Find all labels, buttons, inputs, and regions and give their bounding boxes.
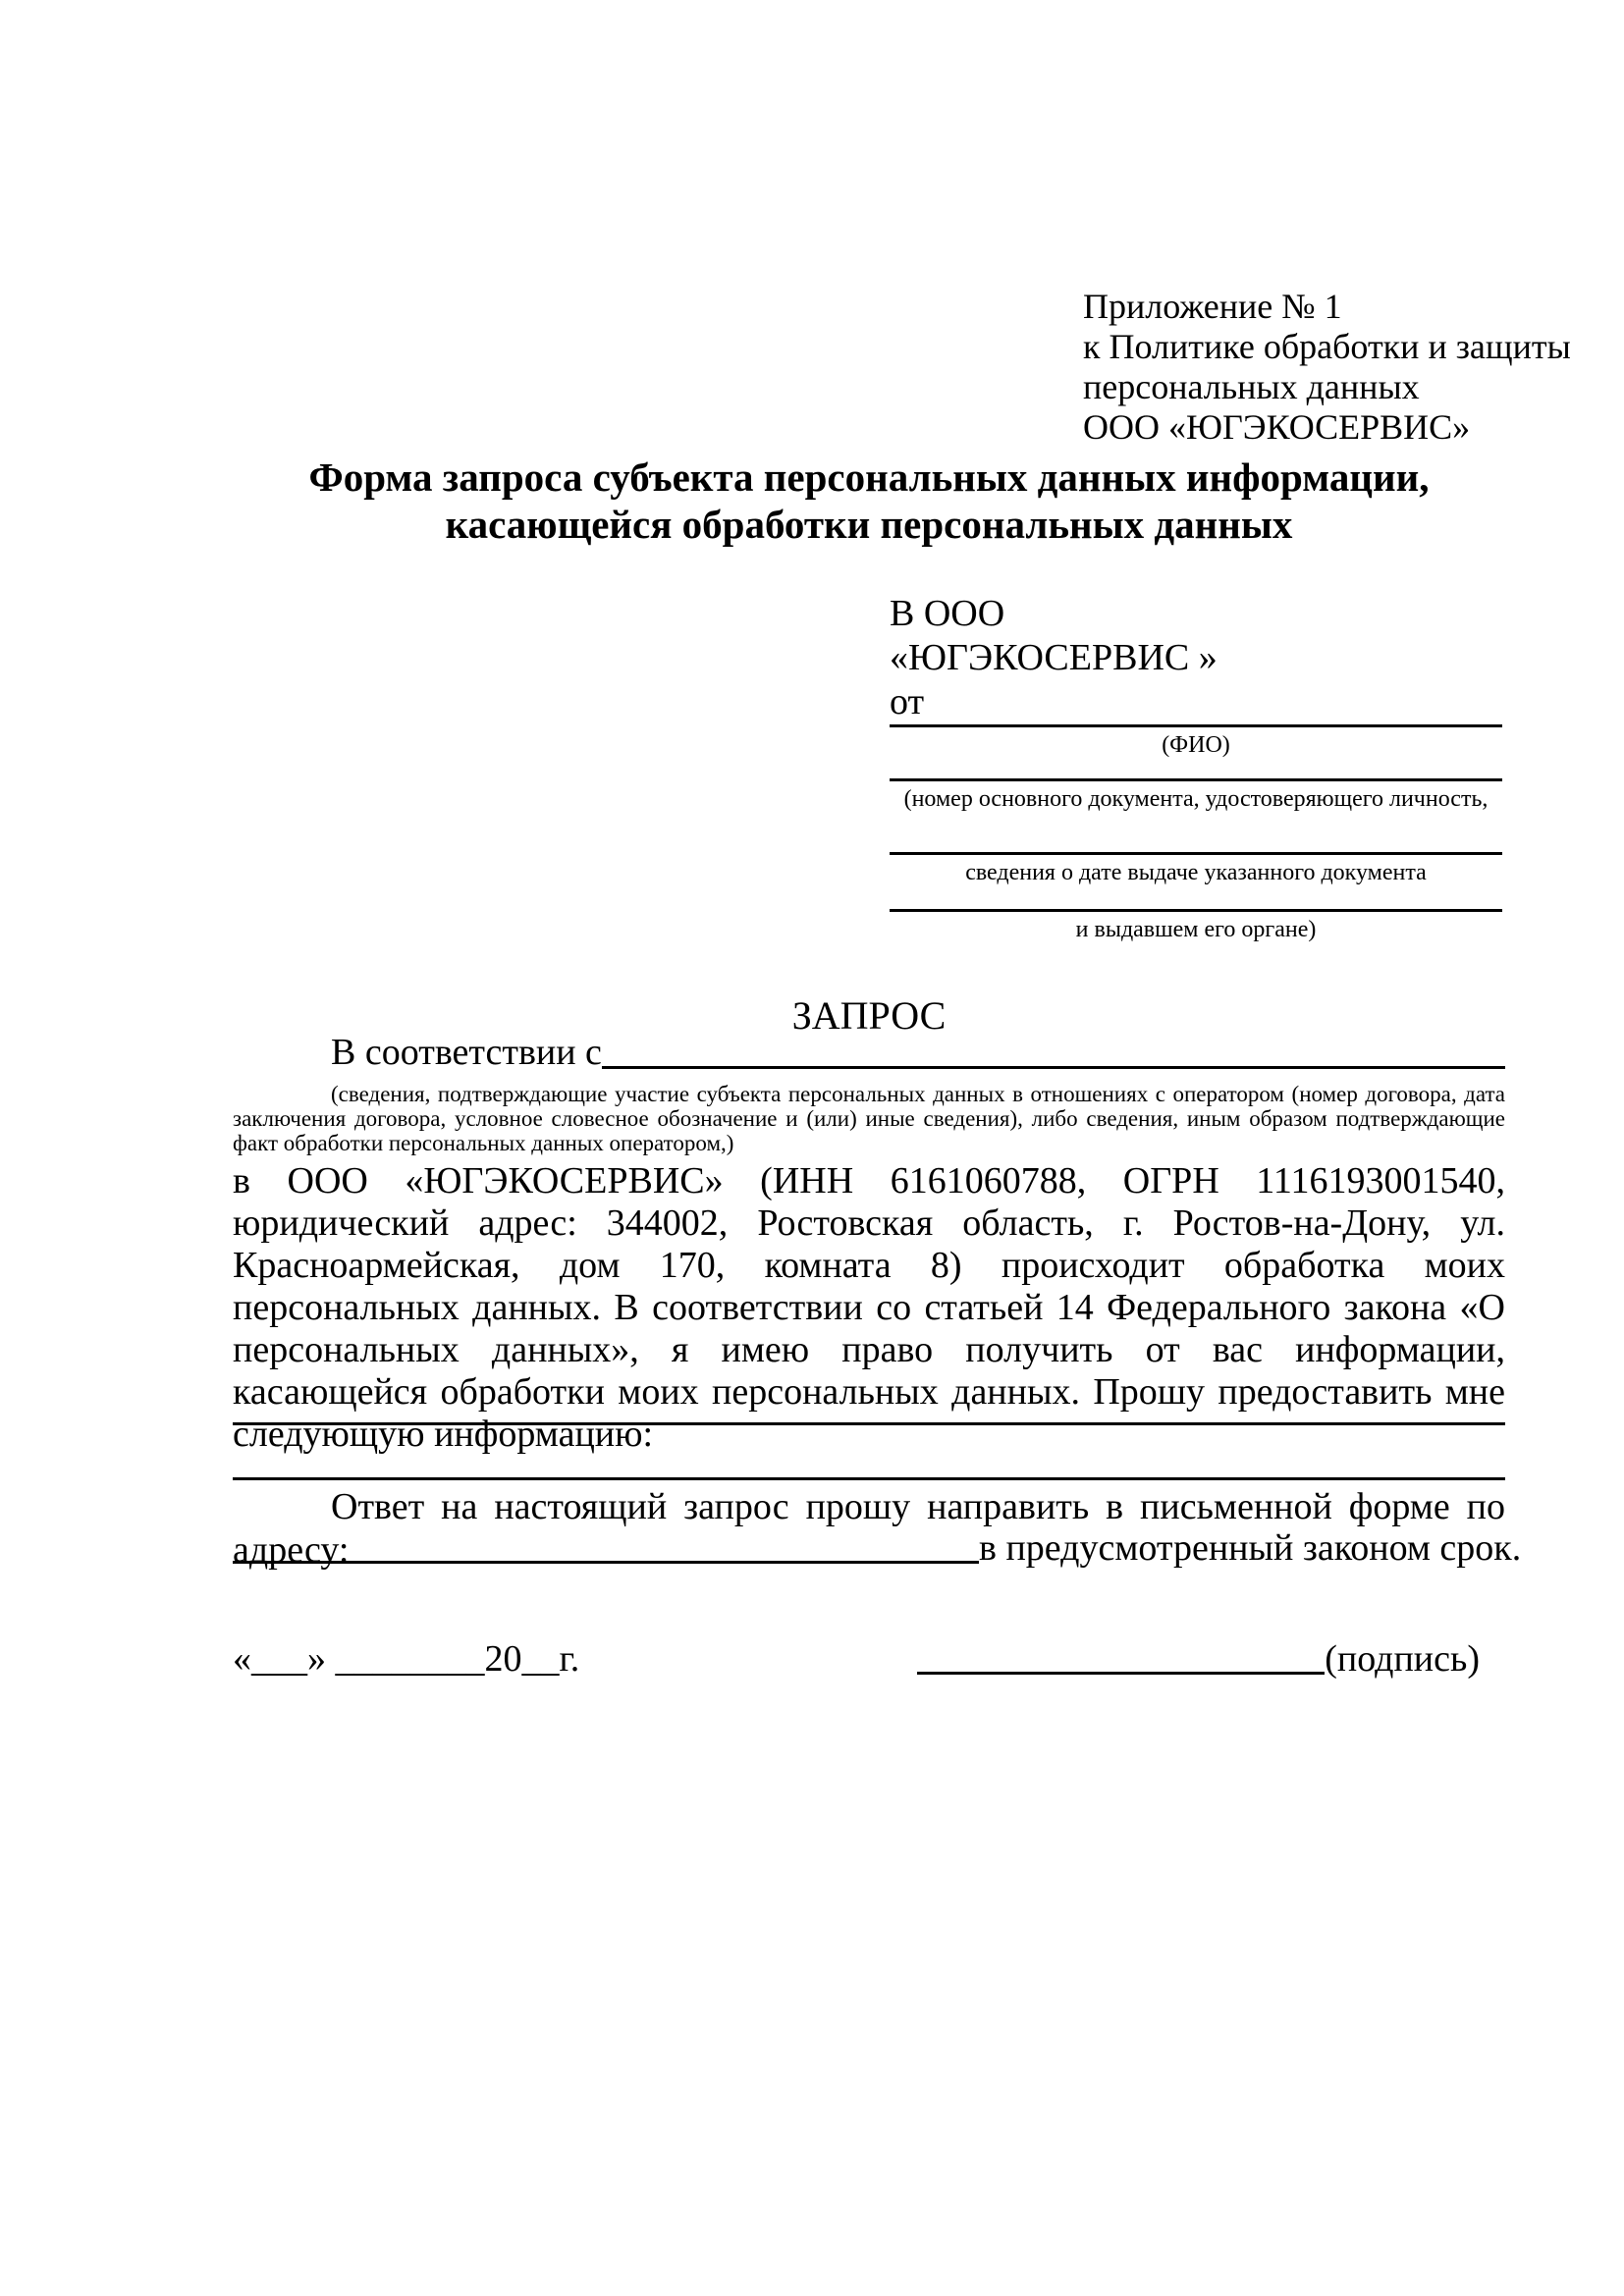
body-paragraph: в ООО «ЮГЭКОСЕРВИС» (ИНН 6161060788, ОГРН 1116193001540, юридический адрес: 344002, Ростовская область, г. Ростов-на-Дону, ул. Красноармейская, дом 170, комната 8) происходит обработка моих персональных данных. В соответствии со статьей 14 Федерального закона «О персональных данных», я имею право получить от вас информации, касающейся обработки моих персональных данных. Прошу предоставить мне следующую информацию: xyxy=(233,1160,1505,1455)
date-blank: «___» ________20__г. xyxy=(233,1638,580,1680)
reply-suffix: в предусмотренный законом срок. xyxy=(979,1527,1522,1569)
fio-caption: (ФИО) xyxy=(1162,732,1230,758)
issuing-authority-blank-line xyxy=(890,909,1502,912)
document-number-caption: (номер основного документа, удостоверяющего личность, xyxy=(903,786,1489,812)
appendix-header-line-3: персональных данных xyxy=(1083,367,1420,406)
issue-date-blank-line xyxy=(890,852,1502,855)
date-signature-row xyxy=(233,1637,1480,1681)
document-number-blank-line xyxy=(890,778,1502,781)
fio-blank-line xyxy=(890,724,1502,727)
issue-date-caption: сведения о дате выдаче указанного документа xyxy=(965,860,1427,885)
reply-address-blank-line xyxy=(233,1561,979,1564)
intro-label: В соответствии с xyxy=(331,1032,602,1073)
addressee-org-name: «ЮГЭКОСЕРВИС » xyxy=(890,637,1218,678)
issuing-authority-caption: и выдавшем его органе) xyxy=(1075,917,1317,942)
signature-caption: (подпись) xyxy=(1325,1638,1480,1680)
appendix-header-line-2: к Политике обработки и защиты xyxy=(1083,327,1571,366)
reply-address-row xyxy=(233,1526,1522,1570)
reply-instruction-line: Ответ на настоящий запрос прошу направить в письменной форме по адресу: xyxy=(233,1486,1505,1571)
addressee-from: от xyxy=(890,681,925,722)
appendix-header-line-1: Приложение № 1 xyxy=(1083,287,1342,326)
intro-footnote: (сведения, подтверждающие участие субъекта персональных данных в отношениях с оператором (номер договора, дата заключения договора, условное словесное обозначение и (или) иные сведения), либо сведения, иным образом подтверждающие факт обработки персональных данных оператором,) xyxy=(233,1082,1505,1155)
signature-group xyxy=(917,1637,1480,1681)
addressee-block xyxy=(890,592,1502,943)
signature-blank-line xyxy=(917,1672,1325,1675)
appendix-header xyxy=(1083,287,1571,448)
intro-row xyxy=(233,1031,1505,1075)
request-heading: ЗАПРОС xyxy=(791,993,947,1038)
document-title: Форма запроса субъекта персональных данных информации, касающейся обработки персональных данных xyxy=(308,454,1430,547)
information-blank-line-2 xyxy=(233,1477,1505,1480)
addressee-to-org: В ООО xyxy=(890,593,1005,634)
appendix-header-line-4: ООО «ЮГЭКОСЕРВИС» xyxy=(1083,407,1471,447)
information-blank-line-1 xyxy=(233,1422,1505,1425)
intro-blank-line xyxy=(602,1066,1505,1069)
